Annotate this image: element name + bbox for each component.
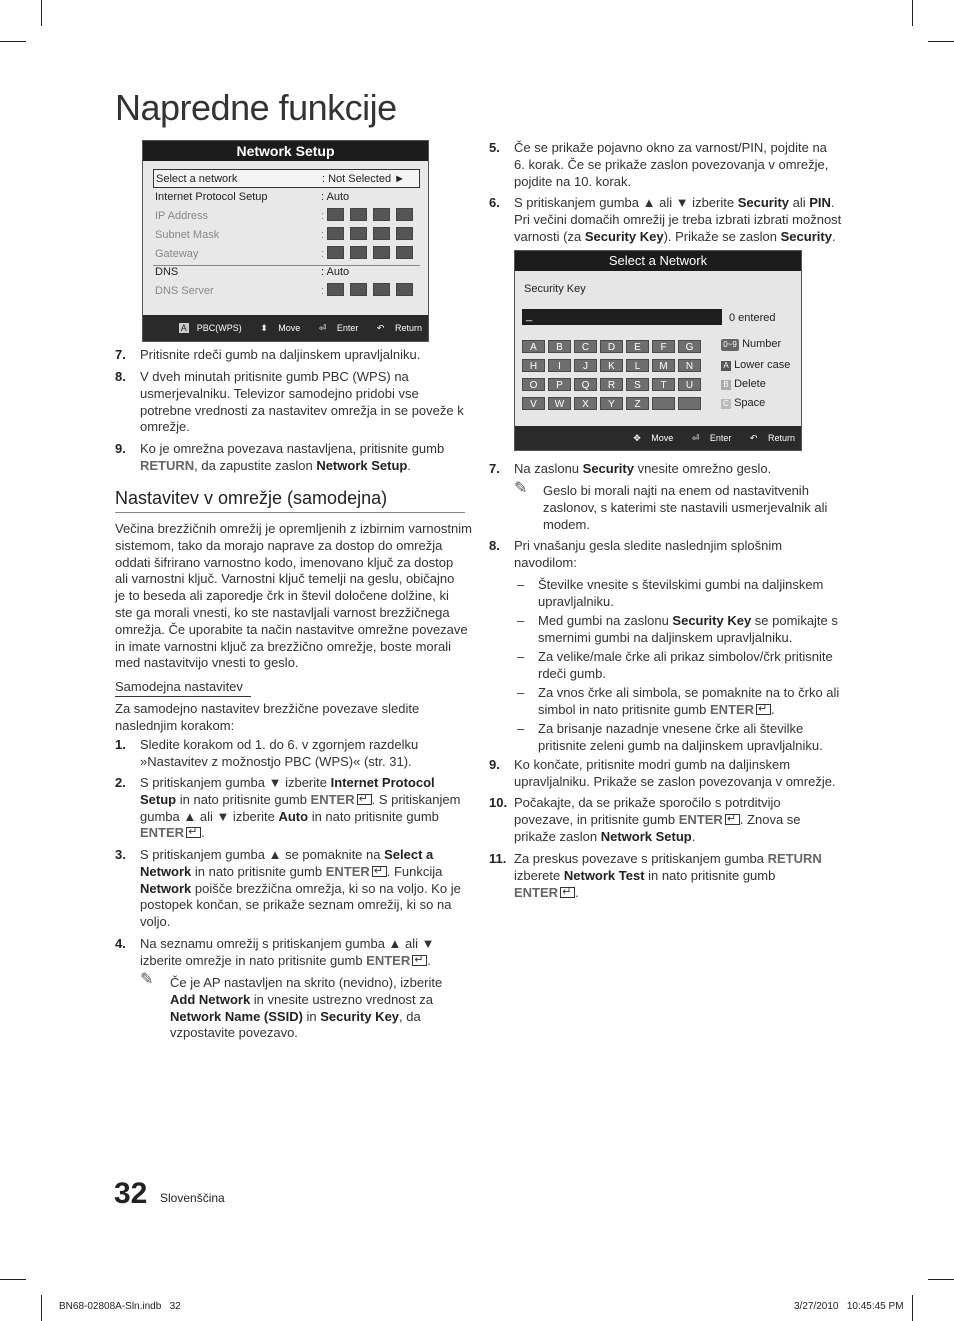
step-9b-text: Ko končate, pritisnite modri gumb na daljinskem upravljalniku. Prikaže se zaslon povezovanja v omrežje. [514,757,836,789]
key[interactable]: Z [626,397,649,410]
select-network-title: Select a Network [515,251,801,271]
dash: – [517,649,525,664]
key[interactable]: E [626,340,649,353]
key[interactable]: C [574,340,597,353]
crop-mark [41,1295,42,1321]
step-8b-text: Pri vnašanju gesla sledite naslednjim splošnim navodilom: [514,538,783,570]
key[interactable]: J [574,359,597,372]
key[interactable]: V [522,397,545,410]
crop-mark [0,41,26,42]
page-language: Slovenščina [160,1191,225,1205]
bullet-text: Za vnos črke ali simbola, se pomaknite na to črko ali simbol in nato pritisnite gumb ENTER↵ . [538,685,839,719]
return-icon: ↶ [749,433,758,443]
osd-footer [515,426,801,450]
step-6-text: S pritiskanjem gumba ▲ ali ▼ izberite Security ali PIN. Pri večini domačih omrežij je treba izbrati izbrati možnost varnosti (za Security Key). Prikaže se zaslon Security. [514,195,842,244]
key[interactable] [678,397,701,410]
number-pill: 0~9 [721,339,739,351]
key[interactable]: T [652,378,675,391]
return-hint: ↶ Return [376,323,422,333]
step-number: 9. [115,441,126,456]
bullet-text: Številke vnesite s številskimi gumbi na daljinskem upravljalniku. [538,577,824,609]
step-number: 5. [489,140,500,155]
step-number: 8. [489,538,500,553]
updown-icon: ⬍ [260,323,268,333]
dash: – [517,685,525,700]
step-7b-text: Na zaslonu Security vnesite omrežno geslo. [514,461,772,476]
auto-step-1: Sledite korakom od 1. do 6. v zgornjem razdelku »Nastavitev z možnostjo PBC (WPS)« (str. 31). [140,737,419,769]
crop-mark [0,1279,26,1280]
key[interactable]: O [522,378,545,391]
dash: – [517,721,525,736]
pencil-icon: ✎ [140,971,154,988]
enter-icon [186,827,201,838]
subsection-intro: Za samodejno nastavitev brezžične povezave sledite naslednjim korakom: [115,701,420,733]
key[interactable] [652,397,675,410]
section-intro: Večina brezžičnih omrežij je opremljenih z izbirnim varnostnim sistemom, tako da morajo naprave za dostop do omrežja oddati šifrirano varnostno kodo, imenovano ključ za dostop ali varnostni ključ. Varnostni ključ temelji na geslu, običajno je to beseda ali zaporedje črk in števil določene dolžine, ki ste ga morali vnesti, ko ste nastavljali varnost brezžičnega omrežja. Če uporabite ta način nastavitve omrežne povezave in imate varnostni ključ za brezžično omrežje, boste morali med nastavitvijo vnesti to geslo. [115,521,472,671]
enter-icon [372,866,387,877]
keyboard-row [522,338,704,355]
step-8-text: V dveh minutah pritisnite gumb PBC (WPS) na usmerjevalniku. Televizor samodejno pridobi vse potrebne vrednosti za nastavitev omrežja in se poveže k omrežje. [140,369,464,435]
step-11-text: Za preskus povezave s pritiskanjem gumba RETURN izberete Network Test in nato pritisnite gumb ENTER↵ . [514,851,822,901]
crop-mark [41,0,42,26]
row-dns-server: DNS Server : [153,282,420,301]
yellow-button-icon: C [721,399,731,409]
key[interactable]: U [678,378,701,391]
auto-step-4: Na seznamu omrežij s pritiskanjem gumba ▲ ali ▼ izberite omrežje in nato pritisnite gumb ENTER↵ . [140,936,435,970]
step-number: 4. [115,936,126,951]
key[interactable]: B [548,340,571,353]
page-number: 32 [114,1177,148,1210]
key[interactable]: Q [574,378,597,391]
key[interactable]: S [626,378,649,391]
security-key-label: Security Key [524,283,586,295]
footer-date: 3/27/2010 10:45:45 PM [794,1301,904,1312]
row-select-network[interactable]: Select a network : Not Selected ► [153,169,420,188]
step-number: 7. [115,347,126,362]
crop-mark [928,41,954,42]
row-subnet-mask: Subnet Mask : [153,226,420,245]
keyboard-row [522,376,704,393]
key[interactable]: W [548,397,571,410]
arrows-icon: ✥ [633,433,641,443]
step-number: 10. [489,795,508,810]
entered-count: 0 entered [729,312,776,324]
auto-step-3: S pritiskanjem gumba ▲ se pomaknite na Select a Network in nato pritisnite gumb ENTER↵ . Funkcija Network poišče brezžična omrežja, ki so na voljo. Ko je postopek končan, se prikaže seznam omrežij, ki so na voljo. [140,847,461,931]
step-number: 3. [115,847,126,862]
key[interactable]: L [626,359,649,372]
step-number: 7. [489,461,500,476]
row-dns[interactable]: DNS : Auto [155,266,350,278]
bullet-text: Za velike/male črke ali prikaz simbolov/črk pritisnite rdeči gumb. [538,649,833,681]
enter-icon [357,794,372,805]
keyboard-row [522,395,704,412]
move-hint: ⬍ Move [260,323,301,333]
step-9-text: Ko je omrežna povezava nastavljena, pritisnite gumb RETURN, da zapustite zaslon Network Setup. [140,441,445,473]
enter-icon [756,704,771,715]
key[interactable]: R [600,378,623,391]
pbc-hint: A PBC(WPS) [180,323,242,333]
key[interactable]: X [574,397,597,410]
auto-step-2: S pritiskanjem gumba ▼ izberite Internet Protocol Setup in nato pritisnite gumb ENTER↵ . S pritiskanjem gumba ▲ ali ▼ izberite Auto in nato pritisnite gumb ENTER↵ . [140,775,460,842]
key[interactable]: M [652,359,675,372]
enter-icon [412,955,427,966]
step-10-text: Počakajte, da se prikaže sporočilo s potrditvijo povezave, in pritisnite gumb ENTER↵ . Znova se prikaže zaslon Network Setup. [514,795,801,845]
step-number: 2. [115,775,126,790]
step-number: 9. [489,757,500,772]
enter-hint: ⏎ Enter [691,433,732,443]
pencil-icon: ✎ [514,480,528,497]
return-hint: ↶ Return [749,433,795,443]
row-gateway: Gateway : [153,245,420,264]
row-ip-address: IP Address : [153,207,420,226]
step-5-text: Če se prikaže pojavno okno za varnost/PIN, pojdite na 6. korak. Če se prikaže zaslon povezovanja v omrežje, pojdite na 10. korak. [514,140,829,189]
key[interactable]: I [548,359,571,372]
key[interactable]: H [522,359,545,372]
enter-icon [725,814,740,825]
move-hint: ✥ Move [633,433,674,443]
osd-footer [143,315,428,341]
dash: – [517,577,525,592]
bullet-text: Med gumbi na zaslonu Security Key se pomikajte s smernimi gumbi na daljinskem upravljalniku. [538,613,838,645]
enter-icon [560,887,575,898]
enter-hint: ⏎ Enter [318,323,359,333]
dash: – [517,613,525,628]
key[interactable]: G [678,340,701,353]
note-text: Geslo bi morali najti na enem od nastavitvenih zaslonov, s katerimi ste nastavili usmerjevalnik ali modem. [543,483,828,532]
crop-mark [912,1295,913,1321]
network-setup-screen [142,140,429,342]
section-heading: Nastavitev v omrežje (samodejna) [115,488,388,508]
crop-mark [912,0,913,26]
key[interactable]: D [600,340,623,353]
key[interactable]: A [522,340,545,353]
select-network-screen [514,250,802,451]
step-number: 8. [115,369,126,384]
page-title: Napredne funkcije [115,87,397,128]
step-number: 6. [489,195,500,210]
enter-icon: ⏎ [318,323,327,333]
key[interactable]: Y [600,397,623,410]
red-button-icon: A [721,361,731,371]
step-number: 11. [489,851,507,866]
return-icon: ↶ [376,323,385,333]
keyboard-row [522,357,704,374]
security-key-input[interactable]: _ [522,309,722,325]
key[interactable]: N [678,359,701,372]
bullet-text: Za brisanje nazadnje vnesene črke ali številke pritisnite zeleni gumb na daljinskem upravljalniku. [538,721,823,753]
key[interactable]: K [600,359,623,372]
step-number: 1. [115,737,126,752]
footer-file: BN68-02808A-Sln.indb 32 [59,1301,181,1312]
row-internet-protocol-setup[interactable]: Internet Protocol Setup : Auto [155,191,350,203]
network-setup-title: Network Setup [143,141,428,161]
section-rule [115,512,465,513]
note-text: Če je AP nastavljen na skrito (nevidno), izberite Add Network in vnesite ustrezno vrednost za Network Name (SSID) in Security Key, da vzpostavite povezavo. [170,975,443,1041]
key[interactable]: F [652,340,675,353]
key-legend: 0~9 Number A Lower case B Delete C Space [721,335,790,413]
key[interactable]: P [548,378,571,391]
green-button-icon: B [721,380,731,390]
subsection-heading: Samodejna nastavitev [115,679,243,694]
step-7-text: Pritisnite rdeči gumb na daljinskem upravljalniku. [140,347,421,362]
enter-icon: ⏎ [691,433,700,443]
subsection-rule [115,696,251,697]
crop-mark [928,1279,954,1280]
